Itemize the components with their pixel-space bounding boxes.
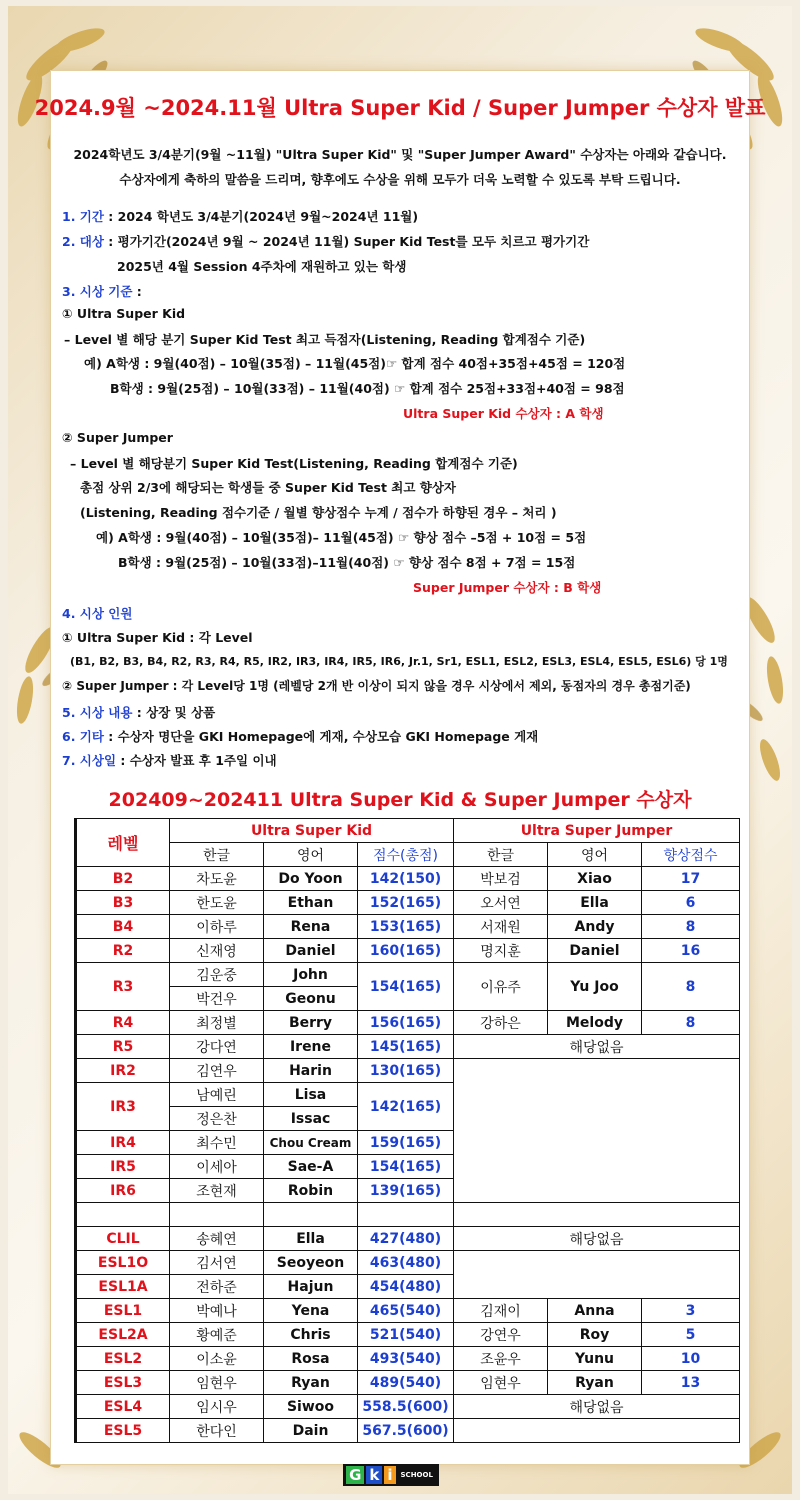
sj-title: ② Super Jumper [62, 430, 173, 445]
level-cell: B2 [76, 867, 170, 891]
usk-english: Dain [264, 1419, 358, 1443]
usk-korean: 조현재 [170, 1179, 264, 1203]
sj-korean: 명지훈 [454, 939, 548, 963]
level-cell: IR5 [76, 1155, 170, 1179]
logo-k: k [366, 1466, 382, 1484]
table-row [76, 1251, 740, 1275]
usk-line-2: 예) A학생 : 9월(40점) – 10월(35점) – 11월(45점)☞ 합계 점수 40점+35점+45점 = 120점 [84, 356, 626, 371]
usk-score: 463(480) [358, 1251, 454, 1275]
sj-none: 해당없음 [454, 1227, 740, 1251]
table-row [76, 1059, 740, 1083]
sj-improve: 16 [642, 939, 740, 963]
usk-korean: 최수민 [170, 1131, 264, 1155]
date-text: : 수상자 발표 후 1주일 이내 [116, 753, 277, 768]
usk-korean: 황예준 [170, 1323, 264, 1347]
table-row [76, 1395, 740, 1419]
level-cell: R5 [76, 1035, 170, 1059]
usk-score: 130(165) [358, 1059, 454, 1083]
sj-korean: 강연우 [454, 1323, 548, 1347]
usk-korean: 전하준 [170, 1275, 264, 1299]
level-cell: IR3 [76, 1083, 170, 1131]
sj-english: Andy [548, 915, 642, 939]
empty-cell [170, 1203, 264, 1227]
table-row [76, 891, 740, 915]
sj-korean: 서재원 [454, 915, 548, 939]
sj-improve: 13 [642, 1371, 740, 1395]
count-label: 4. 시상 인원 [62, 606, 133, 621]
usk-korean: 한도윤 [170, 891, 264, 915]
usk-english: Chou Cream [264, 1131, 358, 1155]
usk-score: 139(165) [358, 1179, 454, 1203]
usk-english: Do Yoon [264, 867, 358, 891]
level-cell: R2 [76, 939, 170, 963]
usk-english: Berry [264, 1011, 358, 1035]
usk-english: Lisa [264, 1083, 358, 1107]
table-row [76, 1419, 740, 1443]
usk-korean: 남예린 [170, 1083, 264, 1107]
table-row [76, 1347, 740, 1371]
header-ultra-super-jumper: Ultra Super Jumper [454, 819, 740, 843]
sj-improve: 8 [642, 963, 740, 1011]
header-korean: 한글 [170, 843, 264, 867]
page-title: 2024.9월 ~2024.11월 Ultra Super Kid / Super Jumper 수상자 발표 [34, 96, 766, 120]
sj-english: Ryan [548, 1371, 642, 1395]
usk-korean: 임현우 [170, 1371, 264, 1395]
etc-line [62, 727, 538, 745]
usk-english: Ryan [264, 1371, 358, 1395]
header-level: 레벨 [76, 819, 170, 867]
empty-cell [358, 1203, 454, 1227]
usk-title: ① Ultra Super Kid [62, 306, 186, 321]
table-row [76, 1323, 740, 1347]
level-cell: ESL2A [76, 1323, 170, 1347]
usk-english: Harin [264, 1059, 358, 1083]
logo-i: i [384, 1466, 395, 1484]
sj-english: Xiao [548, 867, 642, 891]
level-cell: ESL5 [76, 1419, 170, 1443]
usk-korean: 이하루 [170, 915, 264, 939]
sj-english: Melody [548, 1011, 642, 1035]
target-label: 2. 대상 [62, 234, 104, 249]
level-cell: ESL1O [76, 1251, 170, 1275]
table-row [76, 867, 740, 891]
count-sj: ② Super Jumper : 각 Level당 1명 (레벨당 2개 반 이상이 되지 않을 경우 시상에서 제외, 동점자의 경우 총점기준) [62, 679, 691, 693]
table-header-row-2 [76, 843, 740, 867]
usk-score: 558.5(600) [358, 1395, 454, 1419]
table-row-empty [76, 1203, 740, 1227]
level-cell: R4 [76, 1011, 170, 1035]
sj-improve: 6 [642, 891, 740, 915]
etc-text: : 수상자 명단을 GKI Homepage에 게재, 수상모습 GKI Homepage 게재 [103, 729, 539, 744]
sj-none: 해당없음 [454, 1035, 740, 1059]
criteria-line [62, 282, 142, 300]
sj-english: Yunu [548, 1347, 642, 1371]
usk-korean: 강다연 [170, 1035, 264, 1059]
period-line [62, 207, 418, 225]
usk-winner: Ultra Super Kid 수상자 : A 학생 [403, 406, 604, 421]
sj-english: Daniel [548, 939, 642, 963]
sj-improve: 8 [642, 1011, 740, 1035]
usk-score: 156(165) [358, 1011, 454, 1035]
empty-cell [454, 1203, 740, 1227]
table-header-row-1 [76, 819, 740, 843]
table-row [76, 1371, 740, 1395]
usk-english: Chris [264, 1323, 358, 1347]
usk-english: John [264, 963, 358, 987]
sj-line-3: (Listening, Reading 점수기준 / 월별 향상점수 누계 / 점수가 하향된 경우 – 처리 ) [80, 505, 557, 520]
date-line [62, 751, 277, 769]
empty-cell [264, 1203, 358, 1227]
usk-english: Issac [264, 1107, 358, 1131]
usk-score: 153(165) [358, 915, 454, 939]
target-line-2: 2025년 4월 Session 4주차에 재원하고 있는 학생 [117, 259, 407, 274]
criteria-label: 3. 시상 기준 [62, 284, 133, 299]
usk-korean: 최정별 [170, 1011, 264, 1035]
usk-korean: 이세아 [170, 1155, 264, 1179]
sj-empty-block [454, 1251, 740, 1299]
level-cell: ESL3 [76, 1371, 170, 1395]
etc-label: 6. 기타 [62, 729, 104, 744]
level-cell: IR4 [76, 1131, 170, 1155]
usk-korean: 차도윤 [170, 867, 264, 891]
table-row [76, 1011, 740, 1035]
usk-english: Robin [264, 1179, 358, 1203]
sj-winner: Super Jumper 수상자 : B 학생 [413, 580, 602, 595]
usk-score: 465(540) [358, 1299, 454, 1323]
target-text: : 평가기간(2024년 9월 ~ 2024년 11월) Super Kid Test를 모두 치르고 평가기간 [103, 234, 590, 249]
level-cell: B4 [76, 915, 170, 939]
date-label: 7. 시상일 [62, 753, 117, 768]
usk-korean: 정은찬 [170, 1107, 264, 1131]
empty-cell [76, 1203, 170, 1227]
table-row [76, 963, 740, 987]
level-cell: CLIL [76, 1227, 170, 1251]
usk-english: Sae-A [264, 1155, 358, 1179]
sj-improve: 3 [642, 1299, 740, 1323]
sj-korean: 오서연 [454, 891, 548, 915]
level-cell: ESL4 [76, 1395, 170, 1419]
usk-english: Geonu [264, 987, 358, 1011]
sj-korean: 강하은 [454, 1011, 548, 1035]
sj-english: Roy [548, 1323, 642, 1347]
usk-line-3: B학생 : 9월(25점) – 10월(33점) – 11월(40점) ☞ 합계 점수 25점+33점+40점 = 98점 [110, 381, 625, 396]
usk-score: 152(165) [358, 891, 454, 915]
table-row [76, 1035, 740, 1059]
usk-korean: 임시우 [170, 1395, 264, 1419]
period-text: : 2024 학년도 3/4분기(2024년 9월~2024년 11월) [103, 209, 419, 224]
usk-korean: 한다인 [170, 1419, 264, 1443]
usk-score: 427(480) [358, 1227, 454, 1251]
usk-english: Ethan [264, 891, 358, 915]
header-score: 점수(총점) [358, 843, 454, 867]
usk-score: 159(165) [358, 1131, 454, 1155]
usk-english: Ella [264, 1227, 358, 1251]
usk-line-1: – Level 별 해당 분기 Super Kid Test 최고 득점자(Listening, Reading 합계점수 기준) [64, 332, 586, 347]
usk-korean: 신재영 [170, 939, 264, 963]
sj-empty-block [454, 1419, 740, 1443]
gki-logo [343, 1464, 439, 1486]
sj-line-5: B학생 : 9월(25점) – 10월(33점)–11월(40점) ☞ 향상 점수 8점 + 7점 = 15점 [118, 555, 576, 570]
usk-score: 154(165) [358, 1155, 454, 1179]
usk-english: Yena [264, 1299, 358, 1323]
usk-english: Daniel [264, 939, 358, 963]
sj-improve: 5 [642, 1323, 740, 1347]
sj-korean: 조윤우 [454, 1347, 548, 1371]
level-cell: IR2 [76, 1059, 170, 1083]
sj-line-4: 예) A학생 : 9월(40점) – 10월(35점)– 11월(45점) ☞ 향상 점수 –5점 + 10점 = 5점 [96, 530, 587, 545]
usk-english: Hajun [264, 1275, 358, 1299]
usk-korean: 박건우 [170, 987, 264, 1011]
usk-score: 154(165) [358, 963, 454, 1011]
usk-korean: 송혜연 [170, 1227, 264, 1251]
usk-score: 521(540) [358, 1323, 454, 1347]
logo-school: SCHOOL [400, 1471, 433, 1479]
intro-line-2: 수상자에게 축하의 말씀을 드리며, 향후에도 수상을 위해 모두가 더욱 노력할 수 있도록 부탁 드립니다. [119, 172, 681, 187]
sj-korean: 이유주 [454, 963, 548, 1011]
sj-english: Anna [548, 1299, 642, 1323]
usk-korean: 김운중 [170, 963, 264, 987]
sj-line-1: – Level 별 해당분기 Super Kid Test(Listening, Reading 합계점수 기준) [70, 456, 518, 471]
usk-english: Irene [264, 1035, 358, 1059]
content-line [62, 703, 215, 721]
usk-korean: 김연우 [170, 1059, 264, 1083]
sj-line-2: 총점 상위 2/3에 해당되는 학생들 중 Super Kid Test 최고 향상자 [80, 480, 456, 495]
usk-score: 160(165) [358, 939, 454, 963]
period-label: 1. 기간 [62, 209, 104, 224]
header-korean-2: 한글 [454, 843, 548, 867]
usk-english: Seoyeon [264, 1251, 358, 1275]
table-row [76, 939, 740, 963]
sj-improve: 10 [642, 1347, 740, 1371]
count-levels: (B1, B2, B3, B4, R2, R3, R4, R5, IR2, IR3, IR4, IR5, IR6, Jr.1, Sr1, ESL1, ESL2, ESL3, ESL4, ESL5, ESL6) 당 1명 [70, 655, 728, 668]
usk-korean: 김서연 [170, 1251, 264, 1275]
table-row [76, 1227, 740, 1251]
header-english-2: 영어 [548, 843, 642, 867]
usk-score: 145(165) [358, 1035, 454, 1059]
usk-korean: 박예나 [170, 1299, 264, 1323]
sj-korean: 임현우 [454, 1371, 548, 1395]
sj-english: Ella [548, 891, 642, 915]
intro-line-1: 2024학년도 3/4분기(9월 ~11월) "Ultra Super Kid" 및 "Super Jumper Award" 수상자는 아래와 같습니다. [73, 147, 727, 162]
level-cell: B3 [76, 891, 170, 915]
header-improve: 향상점수 [642, 843, 740, 867]
sj-improve: 17 [642, 867, 740, 891]
sj-korean: 박보검 [454, 867, 548, 891]
usk-score: 489(540) [358, 1371, 454, 1395]
target-line [62, 232, 589, 250]
level-cell: IR6 [76, 1179, 170, 1203]
sj-improve: 8 [642, 915, 740, 939]
usk-korean: 이소윤 [170, 1347, 264, 1371]
usk-english: Siwoo [264, 1395, 358, 1419]
content-label: 5. 시상 내용 [62, 705, 133, 720]
header-ultra-super-kid: Ultra Super Kid [170, 819, 454, 843]
criteria-colon: : [132, 284, 142, 299]
usk-score: 142(165) [358, 1083, 454, 1131]
table-row [76, 915, 740, 939]
sj-korean: 김재이 [454, 1299, 548, 1323]
level-cell: R3 [76, 963, 170, 1011]
count-usk: ① Ultra Super Kid : 각 Level [62, 630, 253, 645]
usk-score: 454(480) [358, 1275, 454, 1299]
sj-none: 해당없음 [454, 1395, 740, 1419]
usk-score: 142(150) [358, 867, 454, 891]
usk-score: 567.5(600) [358, 1419, 454, 1443]
table-row [76, 1299, 740, 1323]
usk-english: Rosa [264, 1347, 358, 1371]
level-cell: ESL1 [76, 1299, 170, 1323]
sj-english: Yu Joo [548, 963, 642, 1011]
header-english: 영어 [264, 843, 358, 867]
table-title: 202409~202411 Ultra Super Kid & Super Jumper 수상자 [108, 789, 692, 811]
logo-g: G [346, 1466, 364, 1484]
usk-score: 493(540) [358, 1347, 454, 1371]
level-cell: ESL2 [76, 1347, 170, 1371]
content-text: : 상장 및 상품 [132, 705, 216, 720]
sj-empty-block [454, 1059, 740, 1203]
awards-table [74, 818, 740, 1443]
usk-english: Rena [264, 915, 358, 939]
level-cell: ESL1A [76, 1275, 170, 1299]
